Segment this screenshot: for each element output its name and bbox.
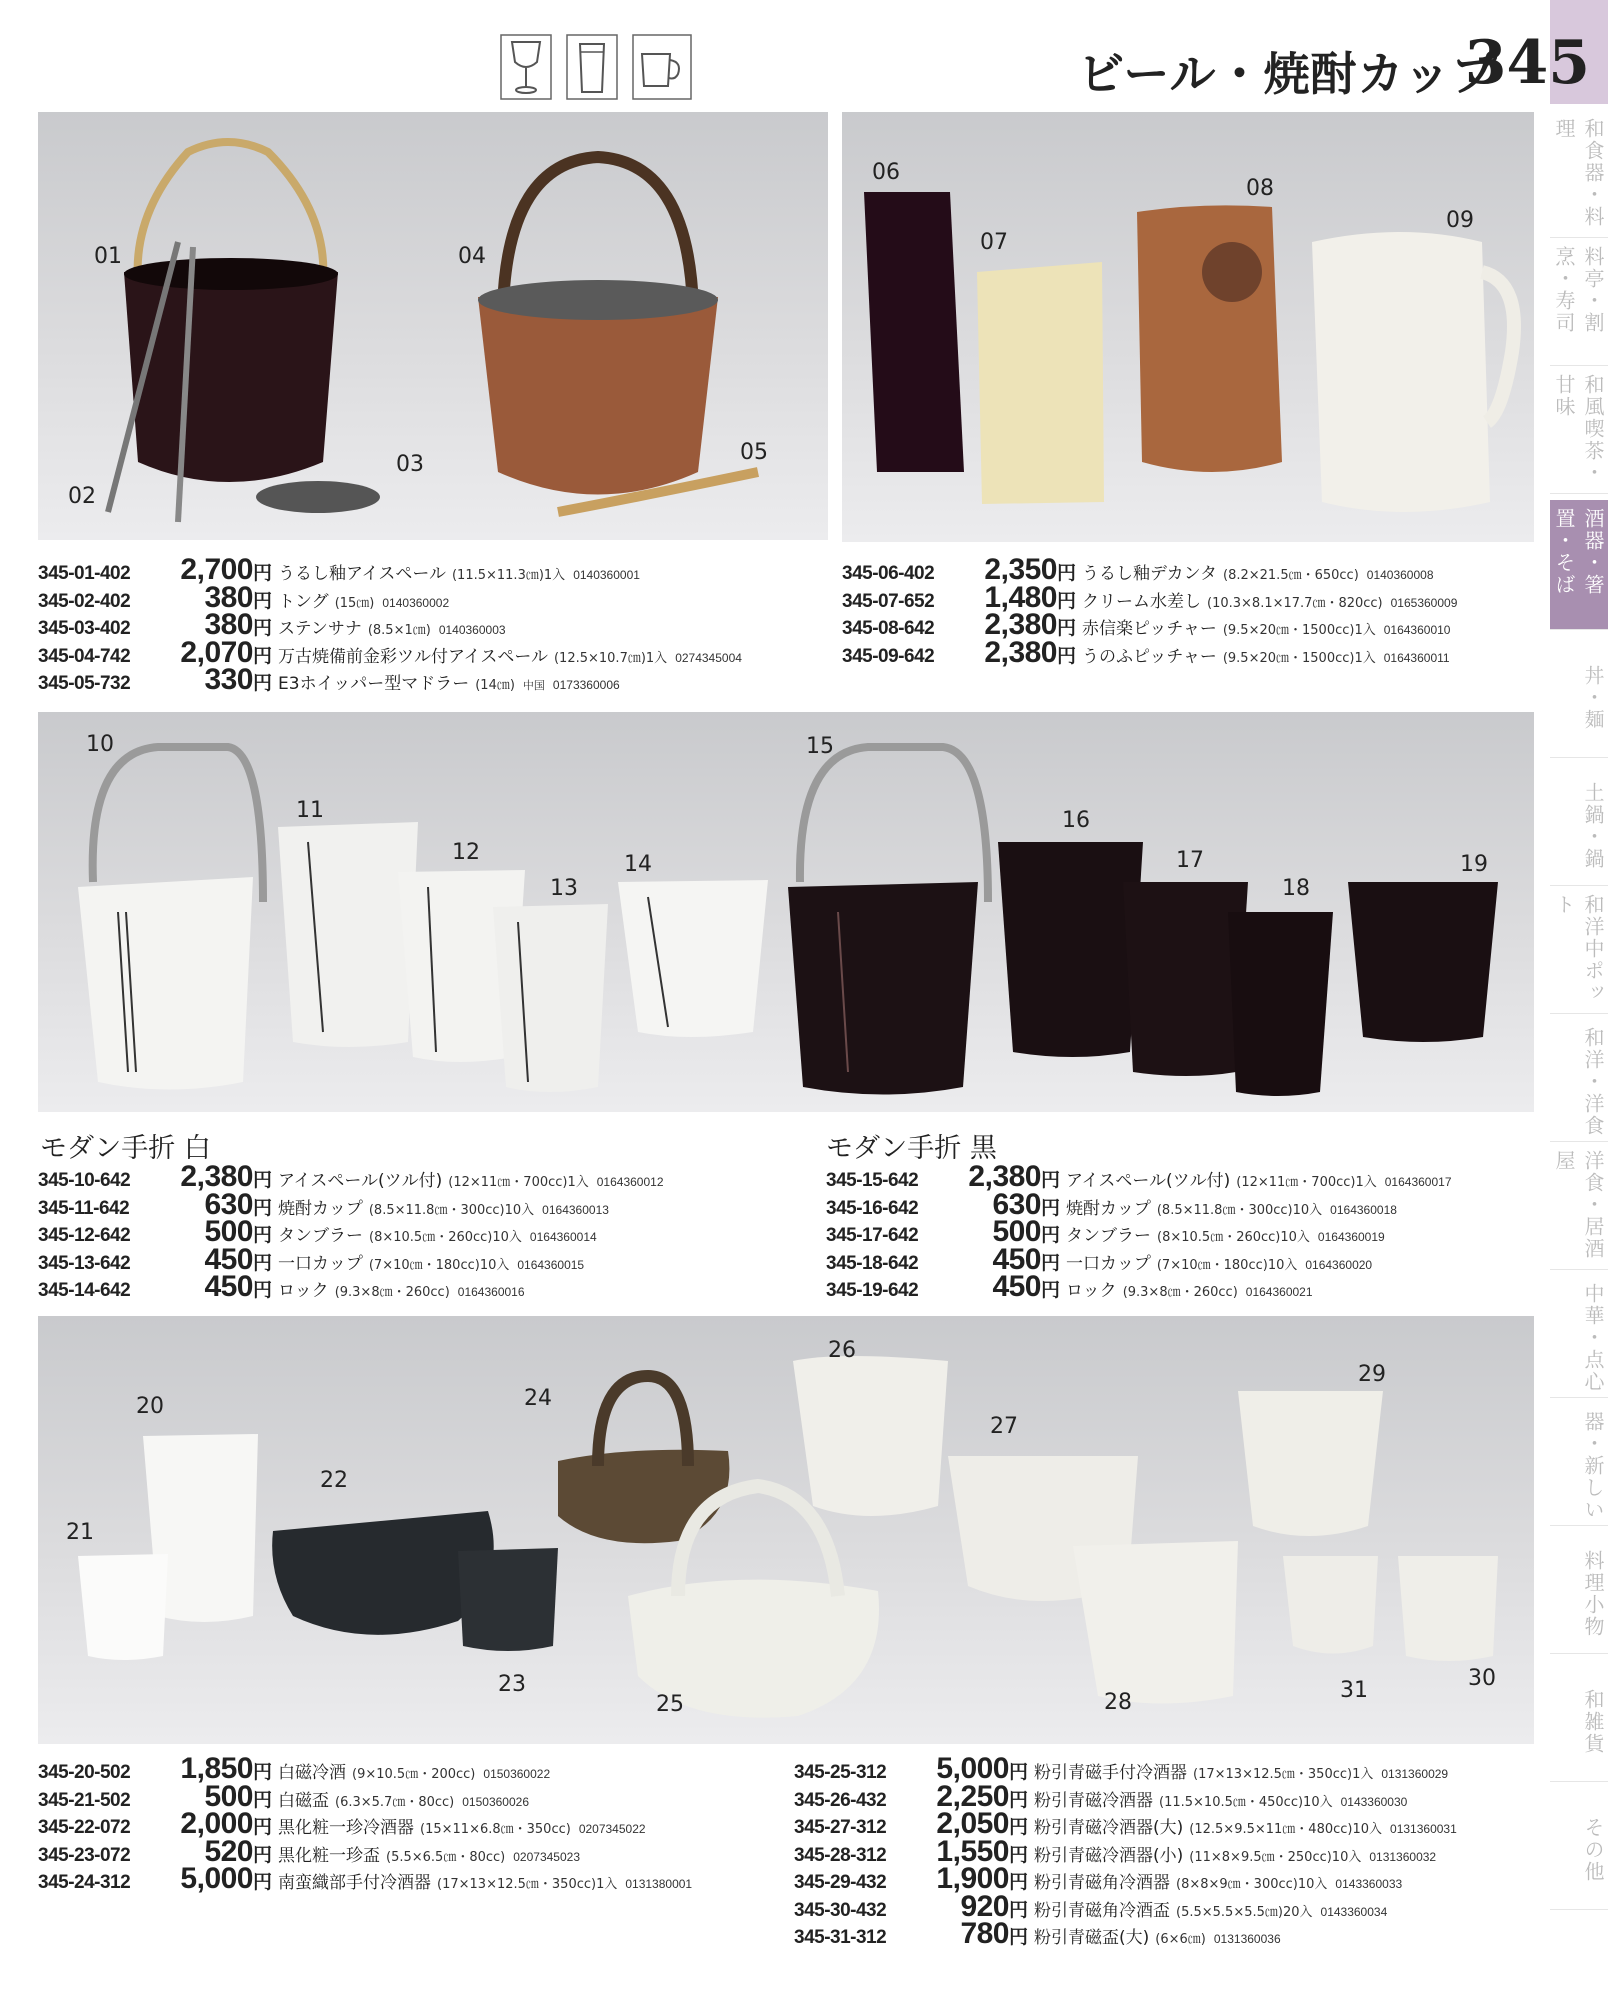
item-code: 345-30-432	[794, 1899, 887, 1921]
item-price: 630	[992, 1187, 1041, 1221]
item-spec: (6×6㎝)	[1155, 1932, 1206, 1947]
item-name: 粉引青磁冷酒器	[1034, 1790, 1154, 1811]
item-name: 粉引青磁盃(大)	[1034, 1928, 1150, 1948]
item-code: 345-02-402	[38, 590, 131, 612]
yen-mark: 円	[253, 1169, 273, 1191]
item-spec: (17×13×12.5㎝・350cc)1入	[1193, 1767, 1374, 1782]
item-label: 24	[524, 1386, 552, 1411]
item-price: 1,900	[936, 1862, 1009, 1895]
item-price: 5,000	[180, 1862, 253, 1895]
price-row	[826, 1160, 1452, 1193]
side-item[interactable]: 器・新しい	[1550, 1398, 1608, 1526]
yen-mark: 円	[1009, 1843, 1029, 1866]
item-spec: (5.5×5.5×5.5㎝)20入	[1176, 1904, 1313, 1920]
yen-mark: 円	[253, 672, 273, 694]
item-jan: 0131360032	[1369, 1849, 1437, 1864]
item-code: 345-16-642	[826, 1197, 919, 1219]
item-code: 345-09-642	[842, 645, 935, 667]
item-name: 粉引青磁角冷酒盃	[1034, 1900, 1171, 1921]
item-name: 一口カップ	[1066, 1253, 1151, 1274]
item-code: 345-23-072	[38, 1844, 131, 1866]
yen-mark: 円	[253, 1788, 273, 1811]
item-label: 08	[1246, 176, 1274, 201]
item-jan: 0164360011	[1383, 650, 1450, 665]
item-code: 345-24-312	[38, 1872, 131, 1893]
yen-mark: 円	[1009, 1898, 1029, 1921]
price-row	[38, 1160, 664, 1193]
item-price: 920	[960, 1889, 1009, 1923]
item-label: 12	[452, 840, 480, 865]
item-name: 焼酎カップ	[278, 1198, 363, 1219]
item-code: 345-26-432	[794, 1789, 887, 1811]
item-name: タンブラー	[278, 1226, 364, 1246]
side-item[interactable]: 中華・点心	[1550, 1270, 1608, 1398]
yen-mark: 円	[253, 589, 273, 612]
item-code: 345-17-642	[826, 1225, 919, 1246]
side-item[interactable]: 洋食・居酒屋	[1550, 1142, 1608, 1270]
item-code: 345-08-642	[842, 618, 935, 639]
item-spec: (9.5×20㎝・1500cc)1入	[1222, 650, 1376, 666]
item-spec: (14㎝)	[475, 678, 515, 693]
price-list-sake-2	[794, 1752, 1457, 1950]
series-heading-black: モダン手折 黒	[826, 1133, 997, 1164]
item-name: うるし釉デカンタ	[1082, 564, 1217, 584]
item-code: 345-12-642	[38, 1225, 131, 1246]
item-code: 345-31-312	[794, 1927, 887, 1948]
yen-mark: 円	[253, 1196, 273, 1219]
item-spec: (11×8×9.5㎝・250cc)10入	[1189, 1849, 1362, 1865]
item-price: 2,380	[180, 1160, 253, 1193]
yen-mark: 円	[1057, 562, 1077, 584]
item-label: 02	[68, 484, 96, 509]
item-label: 28	[1104, 1690, 1132, 1715]
item-label: 09	[1446, 208, 1474, 233]
yen-mark: 円	[253, 1224, 273, 1246]
yen-mark: 円	[1009, 1816, 1029, 1838]
item-origin: 中国	[522, 679, 545, 692]
item-spec: (12×11㎝・700cc)1入	[1236, 1175, 1377, 1190]
item-name: 粉引青磁手付冷酒器	[1034, 1763, 1188, 1783]
side-item[interactable]: 和雑貨	[1550, 1654, 1608, 1782]
price-list-ice-pails	[38, 553, 742, 696]
item-price: 450	[992, 1270, 1041, 1303]
item-code: 345-11-642	[38, 1197, 130, 1219]
yen-mark: 円	[253, 1871, 273, 1893]
item-price: 1,480	[984, 580, 1057, 614]
item-label: 20	[136, 1394, 164, 1419]
item-code: 345-06-402	[842, 563, 935, 584]
item-price: 2,000	[180, 1807, 253, 1840]
yen-mark: 円	[253, 562, 273, 584]
item-spec: (9.5×20㎝・1500cc)1入	[1222, 623, 1376, 638]
item-name: 粉引青磁冷酒器(大)	[1034, 1818, 1184, 1838]
yen-mark: 円	[1057, 644, 1077, 667]
item-code: 345-10-642	[38, 1170, 131, 1191]
yen-mark: 円	[1057, 589, 1077, 612]
item-label: 11	[296, 798, 324, 823]
item-code: 345-18-642	[826, 1252, 919, 1274]
item-price: 2,050	[936, 1807, 1009, 1840]
item-label: 23	[498, 1672, 526, 1697]
item-code: 345-04-742	[38, 645, 131, 667]
item-jan: 0164360019	[1317, 1230, 1385, 1244]
side-item[interactable]: 料理小物	[1550, 1526, 1608, 1654]
item-code: 345-03-402	[38, 618, 131, 639]
item-code: 345-20-502	[38, 1762, 131, 1783]
item-price: 380	[204, 608, 253, 641]
item-price: 630	[204, 1187, 253, 1221]
item-jan: 0173360006	[552, 678, 620, 692]
item-name: アイスペール(ツル付)	[278, 1171, 443, 1191]
item-code: 345-14-642	[38, 1280, 131, 1301]
item-jan: 0143360033	[1335, 1877, 1403, 1891]
item-name: 黒化粧一珍冷酒器	[278, 1818, 415, 1838]
item-code: 345-19-642	[826, 1280, 919, 1301]
price-list-modern-black	[826, 1160, 1452, 1303]
item-label: 05	[740, 440, 768, 465]
item-spec: (10.3×8.1×17.7㎝・820cc)	[1207, 595, 1383, 611]
item-price: 500	[204, 1215, 253, 1248]
price-row	[794, 1752, 1457, 1785]
item-spec: (9.3×8㎝・260cc)	[334, 1285, 450, 1300]
item-spec: (8×10.5㎝・260cc)10入	[1157, 1230, 1310, 1245]
yen-mark: 円	[253, 617, 273, 639]
item-name: ステンサナ	[278, 619, 362, 639]
item-code: 345-25-312	[794, 1762, 887, 1783]
item-jan: 0143360030	[1340, 1794, 1408, 1809]
item-jan: 0164360016	[457, 1285, 525, 1299]
product-photo-pitchers	[842, 112, 1534, 542]
item-spec: (12.5×9.5×11㎝・480cc)10入	[1189, 1822, 1383, 1837]
item-spec: (6.3×5.7㎝・80cc)	[335, 1794, 455, 1810]
item-code: 345-27-312	[794, 1817, 887, 1838]
item-label: 17	[1176, 848, 1204, 873]
item-code: 345-01-402	[38, 563, 131, 584]
item-jan: 0150360026	[462, 1794, 529, 1809]
item-jan: 0140360008	[1366, 568, 1434, 582]
yen-mark: 円	[1041, 1279, 1061, 1301]
series-heading-white: モダン手折 白	[40, 1133, 211, 1164]
item-jan: 0140360003	[438, 623, 506, 637]
item-label: 27	[990, 1414, 1018, 1439]
item-spec: (17×13×12.5㎝・350cc)1入	[437, 1877, 618, 1892]
item-price: 450	[204, 1242, 253, 1276]
side-item[interactable]: その他	[1550, 1782, 1608, 1910]
yen-mark: 円	[1009, 1871, 1029, 1893]
item-spec: (8.5×11.8㎝・300cc)10入	[1156, 1202, 1323, 1218]
item-name: 白磁盃	[278, 1790, 330, 1811]
item-spec: (8.5×11.8㎝・300cc)10入	[368, 1202, 535, 1218]
price-row	[38, 553, 742, 586]
glass-icon	[566, 34, 618, 100]
item-price: 2,380	[984, 608, 1057, 641]
item-jan: 0164360017	[1384, 1175, 1452, 1189]
item-label: 01	[94, 244, 122, 269]
item-spec: (11.5×11.3㎝)1入	[451, 568, 566, 583]
item-label: 29	[1358, 1362, 1386, 1387]
item-price: 2,250	[936, 1779, 1009, 1813]
item-jan: 0164360013	[542, 1202, 609, 1217]
price-list-pitchers	[842, 553, 1458, 669]
page-title: ビール・焼酎カップ	[1078, 47, 1498, 101]
price-list-sake-1	[38, 1752, 693, 1895]
side-item[interactable]: 和風喫茶・甘味	[1550, 366, 1608, 494]
header-icons	[500, 30, 700, 100]
item-price: 500	[204, 1779, 253, 1813]
wine-glass-icon	[500, 34, 552, 100]
item-code: 345-29-432	[794, 1872, 887, 1893]
side-item[interactable]: 和食器・料理	[1550, 110, 1608, 238]
item-code: 345-22-072	[38, 1817, 131, 1838]
side-item[interactable]: 丼・麺	[1550, 630, 1608, 758]
item-name: ロック	[1066, 1281, 1117, 1301]
item-name: アイスペール(ツル付)	[1066, 1171, 1231, 1191]
price-row	[38, 580, 742, 614]
item-label: 03	[396, 452, 424, 477]
item-price: 780	[960, 1917, 1009, 1950]
price-list-modern-white	[38, 1160, 664, 1303]
item-name: 粉引青磁冷酒器(小)	[1034, 1845, 1184, 1866]
item-spec: (11.5×10.5㎝・450cc)10入	[1159, 1794, 1333, 1810]
item-price: 1,850	[180, 1752, 253, 1785]
item-name: 一口カップ	[278, 1253, 363, 1274]
item-name: 赤信楽ピッチャー	[1082, 619, 1217, 639]
item-spec: (8×8×9㎝・300cc)10入	[1176, 1877, 1328, 1892]
item-jan: 0164360014	[529, 1230, 597, 1244]
item-jan: 0164360012	[596, 1175, 664, 1189]
item-label: 30	[1468, 1666, 1496, 1691]
item-name: 焼酎カップ	[1066, 1198, 1151, 1219]
item-name: 南蛮織部手付冷酒器	[278, 1873, 432, 1893]
yen-mark: 円	[1041, 1251, 1061, 1274]
yen-mark: 円	[253, 1279, 273, 1301]
item-jan: 0131380001	[625, 1877, 693, 1891]
yen-mark: 円	[1009, 1926, 1029, 1948]
item-jan: 0164360010	[1383, 623, 1451, 637]
item-label: 15	[806, 734, 834, 759]
price-row	[38, 663, 742, 696]
side-item-active[interactable]: 酒器・箸置・そば	[1550, 500, 1608, 630]
side-index	[1550, 110, 1608, 1930]
item-spec: (8×10.5㎝・260cc)10入	[369, 1230, 522, 1245]
item-label: 10	[86, 732, 114, 757]
item-name: 粉引青磁角冷酒器	[1034, 1873, 1171, 1893]
product-photo-ice-pails	[38, 112, 828, 540]
item-price: 2,700	[180, 553, 253, 586]
side-item[interactable]: 料亭・割烹・寿司	[1550, 238, 1608, 366]
item-name: 白磁冷酒	[278, 1763, 347, 1783]
item-label: 16	[1062, 808, 1090, 833]
item-spec: (7×10㎝・180cc)10入	[368, 1257, 510, 1273]
item-label: 06	[872, 160, 900, 185]
item-price: 2,350	[984, 553, 1057, 586]
item-name: 黒化粧一珍盃	[278, 1845, 381, 1866]
item-price: 380	[204, 580, 253, 614]
item-spec: (7×10㎝・180cc)10入	[1156, 1257, 1298, 1273]
item-price: 500	[992, 1215, 1041, 1248]
item-code: 345-21-502	[38, 1789, 131, 1811]
item-label: 19	[1460, 852, 1488, 877]
item-price: 330	[204, 663, 253, 696]
yen-mark: 円	[1009, 1788, 1029, 1811]
price-row	[842, 553, 1457, 586]
item-label: 26	[828, 1338, 856, 1363]
item-label: 25	[656, 1692, 684, 1717]
item-jan: 0164360020	[1305, 1257, 1373, 1272]
item-spec: (8.5×1㎝)	[367, 623, 431, 638]
item-spec: (15×11×6.8㎝・350cc)	[420, 1822, 571, 1837]
item-jan: 0207345023	[513, 1849, 580, 1864]
side-item[interactable]: 土鍋・鍋	[1550, 758, 1608, 886]
side-item[interactable]: 和洋・洋食	[1550, 1014, 1608, 1142]
item-jan: 0164360015	[517, 1257, 585, 1272]
item-label: 18	[1282, 876, 1310, 901]
item-spec: (8.2×21.5㎝・650cc)	[1223, 568, 1359, 583]
item-name: うのふピッチャー	[1082, 646, 1217, 667]
item-spec: (5.5×6.5㎝・80cc)	[386, 1849, 506, 1865]
item-jan: 0140360002	[382, 595, 450, 610]
item-spec: (12×11㎝・700cc)1入	[448, 1175, 589, 1190]
yen-mark: 円	[1041, 1196, 1061, 1219]
item-jan: 0131360029	[1381, 1767, 1449, 1781]
item-price: 2,380	[968, 1160, 1041, 1193]
page-number: 345	[1464, 28, 1590, 98]
product-photo-sake-servers	[38, 1316, 1534, 1744]
yen-mark: 円	[253, 1816, 273, 1838]
yen-mark: 円	[1041, 1169, 1061, 1191]
item-label: 04	[458, 244, 486, 269]
item-label: 13	[550, 876, 578, 901]
item-label: 31	[1340, 1678, 1368, 1703]
item-code: 345-07-652	[842, 590, 935, 612]
item-price: 2,070	[180, 635, 253, 669]
item-price: 5,000	[936, 1752, 1009, 1785]
item-price: 450	[992, 1242, 1041, 1276]
item-jan: 0131360036	[1213, 1932, 1281, 1946]
item-price: 1,550	[936, 1834, 1009, 1868]
item-jan: 0165360009	[1390, 595, 1458, 610]
item-name: E3ホイッパー型マドラー	[278, 674, 470, 694]
item-name: トング	[278, 591, 329, 612]
yen-mark: 円	[253, 1251, 273, 1274]
item-jan: 0164360018	[1330, 1202, 1397, 1217]
price-row	[38, 608, 742, 641]
yen-mark: 円	[253, 644, 273, 667]
item-price: 520	[204, 1834, 253, 1868]
item-code: 345-13-642	[38, 1252, 131, 1274]
item-label: 21	[66, 1520, 94, 1545]
yen-mark: 円	[1041, 1224, 1061, 1246]
item-name: 万古焼備前金彩ツル付アイスペール	[278, 646, 548, 667]
item-code: 345-05-732	[38, 673, 131, 694]
item-price: 450	[204, 1270, 253, 1303]
item-code: 345-28-312	[794, 1844, 887, 1866]
yen-mark: 円	[1057, 617, 1077, 639]
item-jan: 0164360021	[1245, 1285, 1313, 1299]
item-spec: (9.3×8㎝・260cc)	[1122, 1285, 1238, 1300]
item-jan: 0274345004	[675, 650, 742, 665]
price-row	[38, 635, 742, 669]
mug-icon	[632, 34, 692, 100]
item-spec: (15㎝)	[334, 595, 375, 611]
item-label: 22	[320, 1468, 348, 1493]
yen-mark: 円	[253, 1761, 273, 1783]
item-name: タンブラー	[1066, 1226, 1152, 1246]
item-jan: 0140360001	[573, 568, 640, 582]
product-photo-modern-cups	[38, 712, 1534, 1112]
item-jan: 0143360034	[1320, 1904, 1388, 1919]
item-jan: 0131360031	[1390, 1822, 1457, 1836]
item-jan: 0207345022	[578, 1822, 646, 1836]
side-item[interactable]: 和洋中ポット	[1550, 886, 1608, 1014]
item-name: うるし釉アイスペール	[278, 564, 446, 584]
item-label: 07	[980, 230, 1008, 255]
price-row	[38, 1752, 692, 1785]
item-spec: (9×10.5㎝・200cc)	[352, 1767, 476, 1782]
yen-mark: 円	[253, 1843, 273, 1866]
item-label: 14	[624, 852, 652, 877]
item-name: ロック	[278, 1281, 329, 1301]
item-price: 2,380	[984, 635, 1057, 669]
item-code: 345-15-642	[826, 1170, 919, 1191]
item-jan: 0150360022	[483, 1767, 551, 1781]
yen-mark: 円	[1009, 1761, 1029, 1783]
item-spec: (12.5×10.7㎝)1入	[553, 650, 668, 666]
item-name: クリーム水差し	[1082, 591, 1202, 612]
